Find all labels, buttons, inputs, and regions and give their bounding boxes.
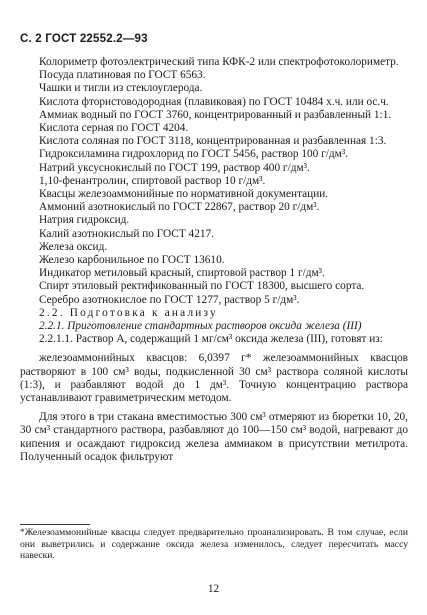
paragraph: Гидроксиламина гидрохлорид по ГОСТ 5456, раствор 100 г/дм³. xyxy=(39,148,349,161)
paragraph: Чашки и тигли из стеклоуглерода. xyxy=(39,82,203,95)
paragraph: Серебро азотнокислое по ГОСТ 1277, раствор 5 г/дм³. xyxy=(39,293,300,306)
page-number: 12 xyxy=(207,583,220,595)
paragraph: Натрия гидроксид. xyxy=(39,214,130,227)
footnote-divider xyxy=(20,524,90,525)
paragraph: 2.2.1.1. Раствор А, содержащий 1 мг/см³ оксида железа (III), готовят из: xyxy=(39,333,383,346)
paragraph: Квасцы железоаммонийные по нормативной документации. xyxy=(39,188,329,201)
paragraph: Аммоний азотнокислый по ГОСТ 22867, раствор 20 г/дм³. xyxy=(39,201,320,214)
document-body xyxy=(20,56,408,464)
paragraph: железоаммонийных квасцов: 6,0397 г* железоаммонийных квасцов растворяют в 100 см³ воды, подкисленной 30 см³ раствора соляной кислоты (1:3), и разбавляют водой до 1 дм³. Точную концентрацию раствора устанавливают гравиметрическим методом. xyxy=(20,352,408,405)
paragraph: Спирт этиловый ректификованный по ГОСТ 18300, высшего сорта. xyxy=(39,280,365,293)
paragraph: Аммиак водный по ГОСТ 3760, концентрированный и разбавленный 1:1. xyxy=(39,108,392,121)
paragraph: Кислота фтористоводородная (плавиковая) по ГОСТ 10484 х.ч. или ос.ч. xyxy=(39,95,389,108)
paragraph: 2.2.1. Приготовление стандартных растворов оксида железа (III) xyxy=(39,320,362,333)
footnote: *Железоаммонийные квасцы следует предварительно проанализировать. В том случае, если они выветрились и содержание оксида железа изменилось, следует пересчитать массу навески. xyxy=(20,527,408,561)
paragraph: 1,10-фенантролин, спиртовой раствор 10 г/дм³. xyxy=(39,174,266,187)
paragraph: Для этого в три стакана вместимостью 300 см³ отмеряют из бюретки 10, 20, 30 см³ стандартного раствора, разбавляют до 100—150 см³ водой, нагревают до кипения и осаждают гидроксид железа аммиаком в присутствии метилрота. Полученный осадок фильтруют xyxy=(20,411,408,463)
paragraph: Кислота серная по ГОСТ 4204. xyxy=(39,122,189,135)
paragraph: Железо карбонильное по ГОСТ 13610. xyxy=(39,254,225,267)
paragraph: Колориметр фотоэлектрический типа КФК-2 или спектрофотоколориметр. xyxy=(39,56,399,68)
paragraph: Посуда платиновая по ГОСТ 6563. xyxy=(39,69,206,82)
paragraph: Индикатор метиловый красный, спиртовой раствор 1 г/дм³. xyxy=(39,267,325,280)
paragraph: 2.2. Подготовка к анализу xyxy=(39,306,218,319)
page-header: С. 2 ГОСТ 22552.2—93 xyxy=(20,33,148,45)
paragraph: Железа оксид. xyxy=(39,240,108,253)
paragraph: Кислота соляная по ГОСТ 3118, концентрированная и разбавленная 1:3. xyxy=(39,135,387,148)
paragraph: Калий азотнокислый по ГОСТ 4217. xyxy=(39,227,214,240)
paragraph: Натрий уксуснокислый по ГОСТ 199, раствор 400 г/дм³. xyxy=(39,161,310,174)
